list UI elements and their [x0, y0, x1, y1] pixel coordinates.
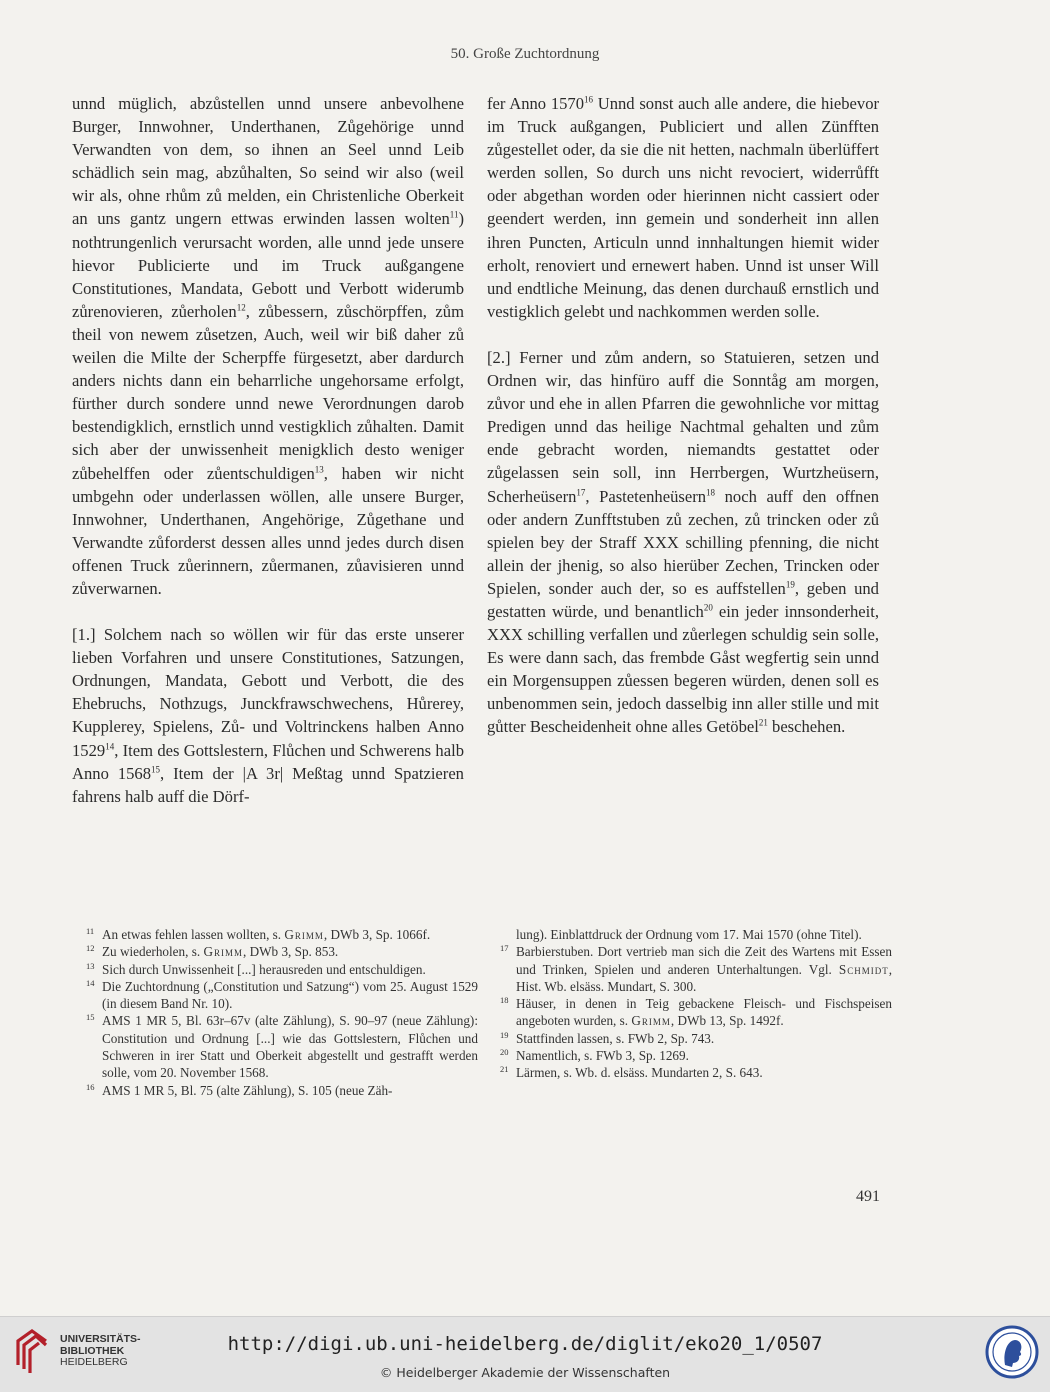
footnote-ref-14[interactable]: 14 [105, 741, 115, 751]
library-name: UNIVERSITÄTS- BIBLIOTHEK HEIDELBERG [60, 1333, 141, 1368]
viewer-footer [0, 1316, 1050, 1392]
footnote-13: 13 Sich durch Unwissenheit [...] herausreden und entschuldigen. [86, 960, 426, 977]
paragraph-intro-continuation: unnd müglich, abzůstellen unnd unsere anbevolhene Burger, Innwohner, Underthanen, Zůgehörige unnd Verwandten von dem, so ihnen an Seel unnd Leib schädlich sein mag, abzůhalten, So seind wir also (weil wir als, ohne rhům zů melden, ein Christenliche Oberkeit an uns gantz ungern ettwas erwinden lassen wolten$^{11}$) nothtrungenlich verursacht worden, alle unnd jede unsere hievor Publicierte und im Truck außgangene Constitutiones, Mandata, Gebott und Verbott widerumb zůrenovieren, zůerholen$^{12}$, zůbessern, zůschörpffen, zům theil von newem zůsetzen, Auch, weil wir biß daher zů weilen die Milte der Scherpffe fürgesetzt, aber dardurch anders nichts dann ein beharrliche ungehorsame erfolgt, fürther durch sondere unnd newe Verordnungen darob bestendigklich, ernstlich unnd vestigklich zůhalten. Damit sich aber der unwissenheit menigklich desto weniger zůbehelffen oder zůentschuldigen$^{13}$, haben wir nicht umbgehn oder underlassen wöllen, alle unsere Burger, Innwohner, Underthanen, Angehörige, Zůgethane und Verwandte zůforderst dessen alles unnd jedes durch disen offenen Truck zůerinnern, zůermanen, zůavisieren unnd zůverwarnen. [72, 94, 465, 598]
footnote-ref-11[interactable]: 11 [449, 209, 459, 220]
footnote-17: 17 Barbierstuben. Dort vertrieb man sich die Zeit des Wartens mit Essen und Trinken, Spielen und anderen Unterhaltungen. Vgl. Schmidt, Hist. Wb. elsäss. Mundart, S. 300. [500, 943, 892, 994]
footnote-ref-18[interactable]: 18 [706, 486, 716, 497]
footnote-21: 21 Lärmen, s. Wb. d. elsäss. Mundarten 2, S. 643. [500, 1064, 763, 1081]
footnote-20: 20 Namentlich, s. FWb 3, Sp. 1269. [500, 1047, 689, 1064]
footnote-18: 18 Häuser, in denen in Teig gebackene Fleisch- und Fischspeisen angeboten wurden, s. Grimm, DWb 13, Sp. 1492f. [500, 995, 892, 1029]
footnote-ref-12[interactable]: 12 [236, 302, 246, 313]
footnote-15: 15 AMS 1 MR 5, Bl. 63r–67v (alte Zählung), S. 90–97 (neue Zählung): Constitution und Ordnung [...] wie das Gottslestern, Flůchen und Schweren in irer Statt und Oberkeit abgestellt und gestrafft werden solle, vom 20. November 1568. [86, 1012, 478, 1081]
footnote-ref-16[interactable]: 16 [584, 94, 594, 105]
paragraph-section-1-continuation: fer Anno 1570$^{16}$ Unnd sonst auch alle andere, die hiebevor im Truck außgangen, Publiciert und allen Zünfften zůgestellet oder, da sie die nit hetten, nachmaln überlüffert werden sollen, So durch uns nicht revociert, widerrůfft oder abgethan worden oder hierinnen nicht cassiert oder geendert werden, inn gemein und sonderheit inn allen ihren Puncten, Articuln unnd innhaltungen hiemit wider erholt, renoviert und ernewert haben. Unnd ist unser Will und endtliche Meinung, das denen durchauß ernstlich und vestigklich gelebt und nachkommen werden solle. [487, 94, 880, 321]
right-text-column [487, 92, 879, 739]
footnotes-right [500, 926, 892, 1082]
footnotes-left [86, 926, 478, 1099]
footnote-16: 16 AMS 1 MR 5, Bl. 75 (alte Zählung), S. 105 (neue Zäh- [86, 1081, 393, 1098]
footnote-ref-15[interactable]: 15 [151, 764, 161, 775]
footnote-12: 12 Zu wiederholen, s. Grimm, DWb 3, Sp. 853. [86, 943, 339, 960]
footnote-ref-13[interactable]: 13 [314, 463, 324, 474]
academy-seal-icon[interactable] [985, 1325, 1039, 1379]
running-title: 50. Große Zuchtordnung [450, 46, 600, 62]
paragraph-section-2: [2.] Ferner und zům andern, so Statuieren, setzen und Ordnen wir, das hinfüro auff die Sonntåg am morgen, zůvor und ehe in allen Pfarren die gewohnliche vor mittag Predigen unnd das heilige Nachtmal gehalten und zům ende gebracht worden, niemandts gestattet oder zůgelassen sein soll, inn Herrbergen, Wurtzheüsern, Scherheüsern$^{17}$, Pastetenheüsern$^{18}$ noch auff den offnen oder andern Zunfftstuben zů zechen, zů trincken oder zů spielen bey der Straff XXX schilling pfenning, die nicht allein der jhenig, so also hierüber Zechen, Trincken oder Spielen, sonder auch der, so es auffstellen$^{19}$, geben und gestatten würde, und benantlich$^{20}$ ein jeder innsonderheit, XXX schilling verfallen und zůerlegen schuldig sein solle, Es were dann sach, das frembde Gåst wegfertig sein unnd ein Morgensuppen zůessen begeren würden, denen soll es unbenommen sein, jedoch dasselbig inn aller stille und mit gůtter Bescheidenheit ohne alles Getöbel$^{21}$ beschehen. [487, 347, 879, 737]
paragraph-section-1: [1.] Solchem nach so wöllen wir für das erste unserer lieben Vorfahren und unsere Constitutiones, Satzungen, Ordnungen, Mandata, Gebott und Verbott, die des Ehebruchs, Nothzugs, Junckfrawschwechens, Hůrerey, Kupplerey, Spielens, Zů- und Voltrinckens halben Anno 1529$^{14}$, Item des Gottslestern, Flůchen und Schwerens halb Anno 1568$^{15}$, Item der |A 3r| Meßtag unnd Spatzieren fahrens halb auff die Dörf- [72, 625, 464, 806]
footnote-ref-19[interactable]: 19 [785, 579, 795, 590]
footnote-19: 19 Stattfinden lassen, s. FWb 2, Sp. 743. [500, 1029, 715, 1046]
page-number: 491 [856, 1188, 880, 1205]
footnote-ref-17[interactable]: 17 [576, 486, 586, 497]
footnote-16-continuation: lung). Einblattdruck der Ordnung vom 17. Mai 1570 (ohne Titel). [516, 927, 862, 942]
copyright-notice: © Heidelberger Akademie der Wissenschaften [379, 1365, 671, 1380]
footnote-11: 11 An etwas fehlen lassen wollten, s. Grimm, DWb 3, Sp. 1066f. [86, 926, 431, 942]
left-text-column [72, 92, 464, 808]
footnote-ref-20[interactable]: 20 [703, 602, 713, 613]
footnote-14: 14 Die Zuchtordnung („Constitution und Satzung“) vom 25. August 1529 (in diesem Band Nr. 10). [86, 977, 478, 1012]
footnote-ref-21[interactable]: 21 [758, 717, 768, 728]
permalink-url[interactable]: http://digi.ub.uni-heidelberg.de/diglit/eko20_1/0507 [227, 1333, 823, 1355]
